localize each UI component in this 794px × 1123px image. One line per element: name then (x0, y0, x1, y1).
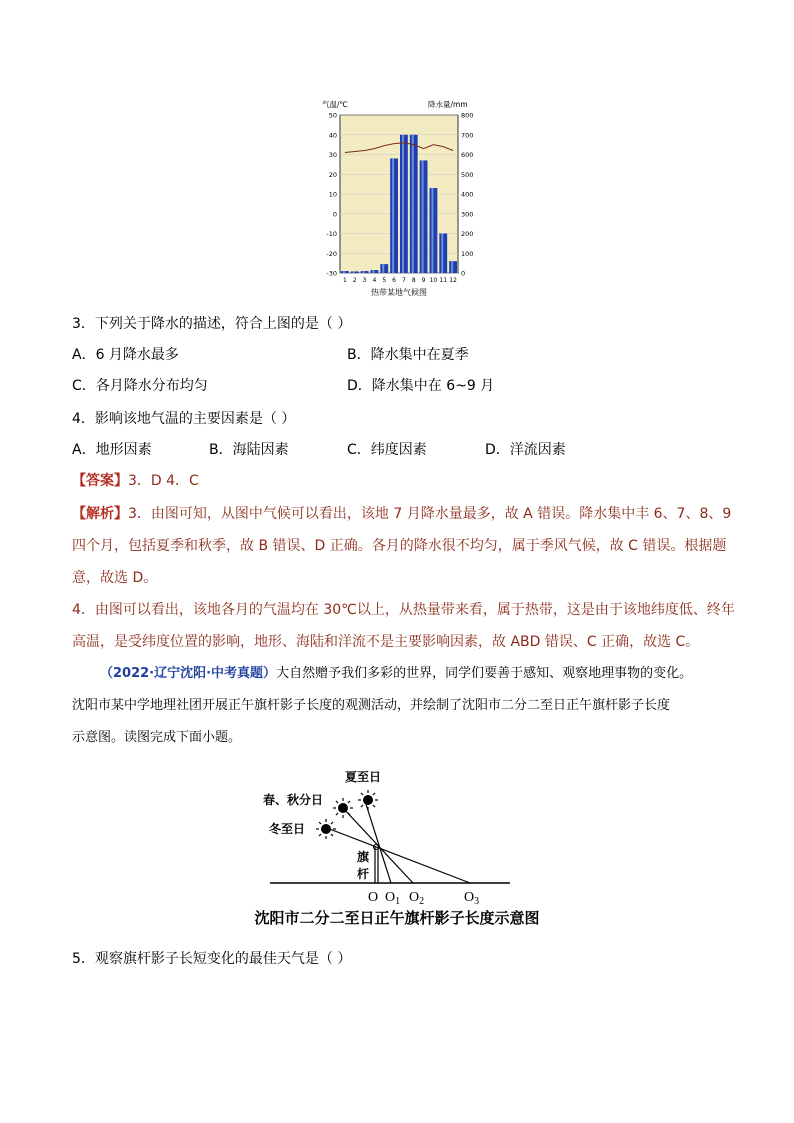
month-tick-label: 4 (372, 277, 377, 284)
sun-icon (358, 790, 378, 810)
q3-option-a: A．6 月降水最多 (72, 347, 179, 363)
precip-bar-highlight (431, 188, 433, 273)
precip-bar-highlight (363, 271, 365, 273)
label-equinox: 春、秋分日 (263, 793, 324, 807)
analysis-text-1: 3．由图可知，从图中气候可以看出，该地 7 月降水量最多，故 A 错误。降水集中丰 6、7、8、9 (128, 506, 732, 522)
precip-bar-highlight (422, 160, 424, 273)
q3-option-b: B．降水集中在夏季 (347, 347, 469, 363)
q4-option-a: A．地形因素 (72, 442, 152, 458)
answer-tag: 【答案】 (72, 473, 128, 489)
q5-stem: 5．观察旗杆影子长短变化的最佳天气是（ ） (72, 951, 352, 967)
left-tick-label: 0 (332, 210, 337, 219)
climate-chart (310, 95, 485, 305)
label-o: O (368, 890, 379, 905)
right-axis-label: 降水量/mm (428, 100, 468, 109)
q4-option-d: D．洋流因素 (485, 442, 566, 458)
month-tick-label: 9 (421, 277, 426, 284)
month-tick-label: 7 (402, 277, 406, 284)
precip-bar (341, 271, 349, 273)
passage-source: （2022·辽宁沈阳·中考真题） (100, 666, 277, 681)
right-tick-label: 800 (461, 111, 474, 120)
month-tick-label: 12 (449, 277, 457, 284)
precip-bar-highlight (392, 158, 394, 273)
month-tick-label: 6 (392, 277, 396, 284)
analysis-line-1 (72, 505, 731, 523)
passage-text-1: 大自然赠予我们多彩的世界，同学们要善于感知、观察地理事物的变化。 (276, 666, 693, 681)
right-tick-label: 300 (461, 210, 474, 219)
precip-bar-highlight (343, 271, 345, 273)
label-o3: $O_3$ (464, 890, 480, 907)
right-tick-label: 700 (461, 131, 474, 140)
month-tick-label: 5 (382, 277, 387, 284)
left-axis-label: 气温/℃ (322, 100, 348, 109)
q3-option-c: C．各月降水分布均匀 (72, 378, 208, 394)
label-pole-1: 旗 (357, 850, 370, 864)
left-tick-label: -20 (326, 249, 337, 258)
analysis-line-5: 高温，是受纬度位置的影响，地形、海陆和洋流不是主要影响因素，故 ABD 错误、C 正确，故选 C。 (72, 634, 700, 650)
month-tick-label: 8 (411, 277, 416, 284)
left-tick-label: 50 (328, 111, 337, 120)
precip-bar-highlight (441, 234, 443, 274)
left-tick-label: -10 (326, 230, 337, 238)
answer-line (72, 472, 199, 490)
label-o1: $O_1$ (385, 890, 401, 907)
left-tick-label: -30 (326, 269, 337, 278)
right-tick-label: 100 (461, 249, 474, 258)
q3-option-d: D．降水集中在 6~9 月 (347, 378, 495, 394)
precip-bar-highlight (451, 261, 453, 273)
right-tick-label: 500 (461, 170, 474, 179)
right-tick-label: 200 (461, 230, 474, 238)
right-tick-label: 600 (461, 151, 474, 159)
q4-option-c: C．纬度因素 (347, 442, 427, 458)
label-pole-2: 杆 (357, 867, 370, 881)
month-tick-label: 10 (429, 277, 438, 284)
precip-bar (430, 188, 438, 273)
q3-stem: 3．下列关于降水的描述，符合上图的是（ ） (72, 316, 352, 332)
passage-line-2: 沈阳市某中学地理社团开展正午旗杆影子长度的观测活动，并绘制了沈阳市二分二至日正午旗杆影子长度 (72, 698, 671, 713)
month-tick-label: 2 (352, 277, 357, 284)
analysis-tag: 【解析】 (72, 506, 128, 522)
precip-bar-highlight (382, 264, 384, 273)
q4-stem: 4．影响该地气温的主要因素是（ ） (72, 411, 296, 427)
analysis-line-2: 四个月，包括夏季和秋季，故 B 错误、D 正确。各月的降水很不均匀，属于季风气候，故 C 错误。根据题 (72, 538, 727, 554)
precip-bar-highlight (372, 270, 374, 273)
right-tick-label: 0 (461, 269, 466, 278)
left-tick-label: 10 (328, 190, 337, 199)
winter-ray (327, 828, 470, 883)
month-tick-label: 3 (362, 277, 367, 284)
label-winter: 冬至日 (269, 822, 306, 836)
analysis-line-4: 4．由图可以看出，该地各月的气温均在 30℃以上，从热量带来看，属于热带，这是由于该地纬度低、终年 (72, 602, 735, 618)
left-tick-label: 30 (328, 151, 337, 159)
passage-line-3: 示意图。读图完成下面小题。 (72, 730, 242, 745)
analysis-line-3: 意，故选 D。 (72, 570, 158, 586)
flagpole-shadow-diagram (255, 765, 525, 910)
precip-bar-highlight (402, 135, 404, 273)
precip-bar-highlight (412, 135, 414, 273)
precip-bar (371, 270, 379, 273)
left-tick-label: 20 (328, 170, 337, 179)
precip-bar (449, 261, 457, 273)
chart-title: 热带某地气候图 (371, 288, 427, 297)
label-summer: 夏至日 (345, 770, 382, 784)
label-o2: $O_2$ (409, 890, 425, 907)
precip-bar-highlight (353, 271, 355, 273)
sun-icon (316, 819, 336, 839)
precip-bar (400, 135, 408, 273)
q4-option-b: B．海陆因素 (209, 442, 289, 458)
right-tick-label: 400 (461, 190, 474, 199)
answer-text: 3．D 4．C (128, 473, 199, 489)
passage-line-1 (100, 665, 692, 683)
left-tick-label: 40 (328, 131, 337, 140)
month-tick-label: 11 (439, 277, 448, 284)
month-tick-label: 1 (343, 277, 347, 284)
diagram-caption: 沈阳市二分二至日正午旗杆影子长度示意图 (254, 909, 540, 927)
sun-icon (333, 798, 353, 818)
